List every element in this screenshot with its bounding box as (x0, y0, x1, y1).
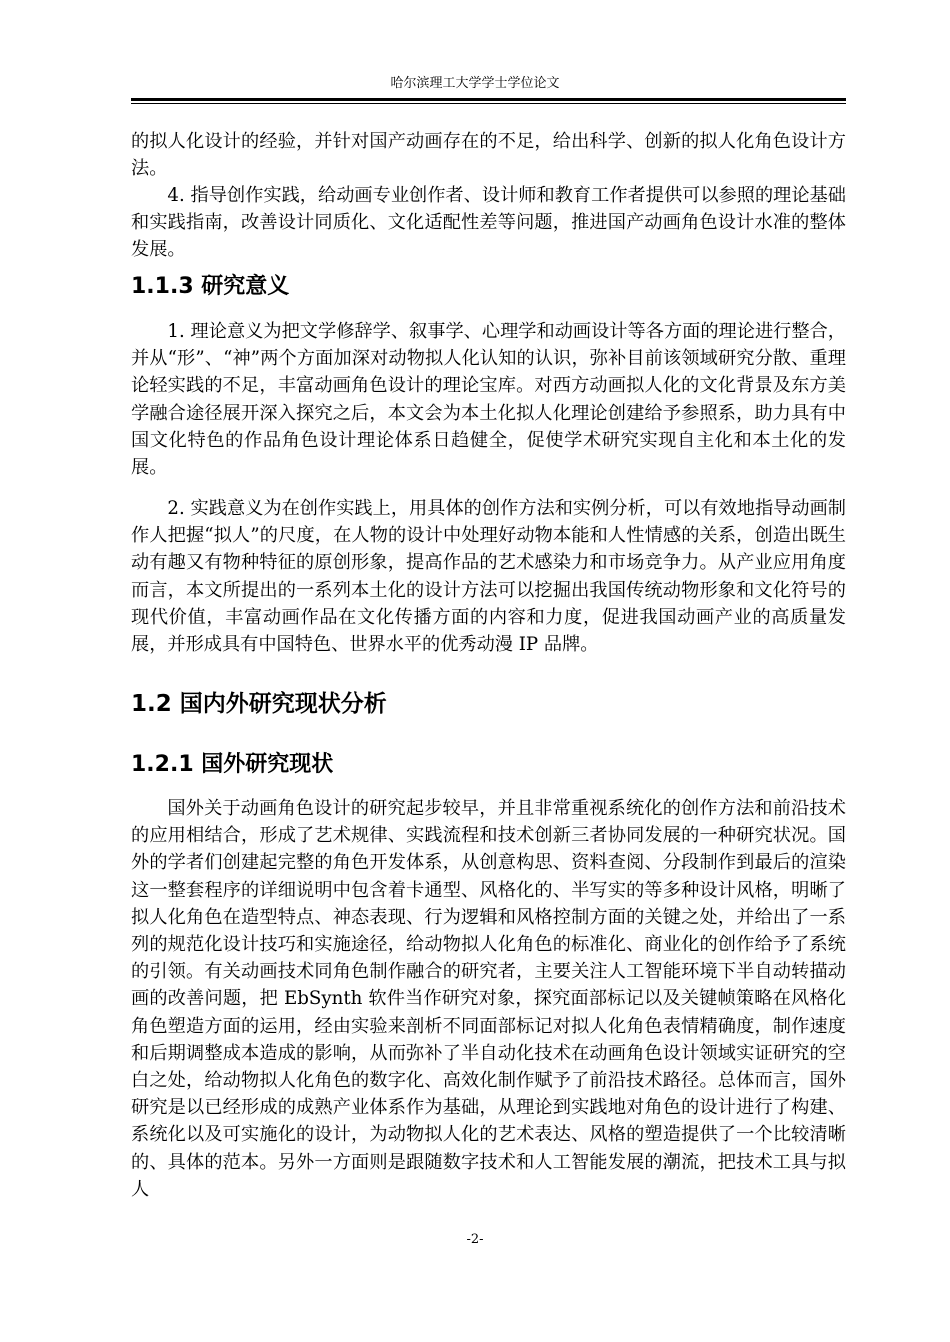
section-heading-1-2: 1.2 国内外研究现状分析 (131, 691, 387, 717)
point-4-paragraph: 4. 指导创作实践，给动画专业创作者、设计师和教育工作者提供可以参照的理论基础和实践指南，改善设计同质化、文化适配性差等问题，推进国产动画角色设计水准的整体发展。 (131, 185, 846, 261)
research-significance-practice-paragraph: 2. 实践意义为在创作实践上，用具体的创作方法和实例分析，可以有效地指导动画制作人把握“拟人”的尺度，在人物的设计中处理好动物本能和人性情感的关系，创造出既生动有趣又有物种特征的原创形象，提高作品的艺术感染力和市场竞争力。从产业应用角度而言，本文所提出的一系列本土化的设计方法可以挖掘出我国传统动物形象和文化符号的现代价值，丰富动画作品在文化传播方面的内容和力度，促进我国动画产业的高质量发展，并形成具有中国特色、世界水平的优秀动漫 IP 品牌。 (131, 498, 846, 656)
page-number: -2- (466, 1232, 484, 1247)
research-significance-theory-paragraph: 1. 理论意义为把文学修辞学、叙事学、心理学和动画设计等各方面的理论进行整合，并从“形”、“神”两个方面加深对动物拟人化认知的认识，弥补目前该领域研究分散、重理论轻实践的不足，丰富动画角色设计的理论宝库。对西方动画拟人化的文化背景及东方美学融合途径展开深入探究之后，本文会为本土化拟人化理论创建给予参照系，助力具有中国文化特色的作品角色设计理论体系日趋健全，促使学术研究实现自主化和本土化的发展。 (131, 321, 846, 479)
section-heading-1-1-3: 1.1.3 研究意义 (131, 274, 290, 299)
foreign-research-paragraph: 国外关于动画角色设计的研究起步较早，并且非常重视系统化的创作方法和前沿技术的应用相结合，形成了艺术规律、实践流程和技术创新三者协同发展的一种研究状况。国外的学者们创建起完整的角色开发体系，从创意构思、资料查阅、分段制作到最后的渲染这一整套程序的详细说明中包含着卡通型、风格化的、半写实的等多种设计风格，明晰了拟人化角色在造型特点、神态表现、行为逻辑和风格控制方面的关键之处，并给出了一系列的规范化设计技巧和实施途径，给动物拟人化角色的标准化、商业化的创作给予了系统的引领。有关动画技术同角色制作融合的研究者，主要关注人工智能环境下半自动转描动画的改善问题，把 EbSynth 软件当作研究对象，探究面部标记以及关键帧策略在风格化角色塑造方面的运用，经由实验来剖析不同面部标记对拟人化角色表情精确度，制作速度和后期调整成本造成的影响，从而弥补了半自动化技术在动画角色设计领域实证研究的空白之处，给动物拟人化角色的数字化、高效化制作赋予了前沿技术路径。总体而言，国外研究是以已经形成的成熟产业体系作为基础，从理论到实践地对角色的设计进行了构建、系统化以及可实施化的设计，为动物拟人化的艺术表达、风格的塑造提供了一个比较清晰的、具体的范本。另外一方面则是跟随数字技术和人工智能发展的潮流，把技术工具与拟人 (131, 798, 846, 1200)
continuation-paragraph: 的拟人化设计的经验，并针对国产动画存在的不足，给出科学、创新的拟人化角色设计方法。 (131, 131, 846, 180)
header-rule-thin (131, 103, 846, 104)
header-rule-thick (131, 98, 846, 101)
header-title: 哈尔滨理工大学学士学位论文 (390, 76, 560, 91)
section-heading-1-2-1: 1.2.1 国外研究现状 (131, 752, 334, 777)
